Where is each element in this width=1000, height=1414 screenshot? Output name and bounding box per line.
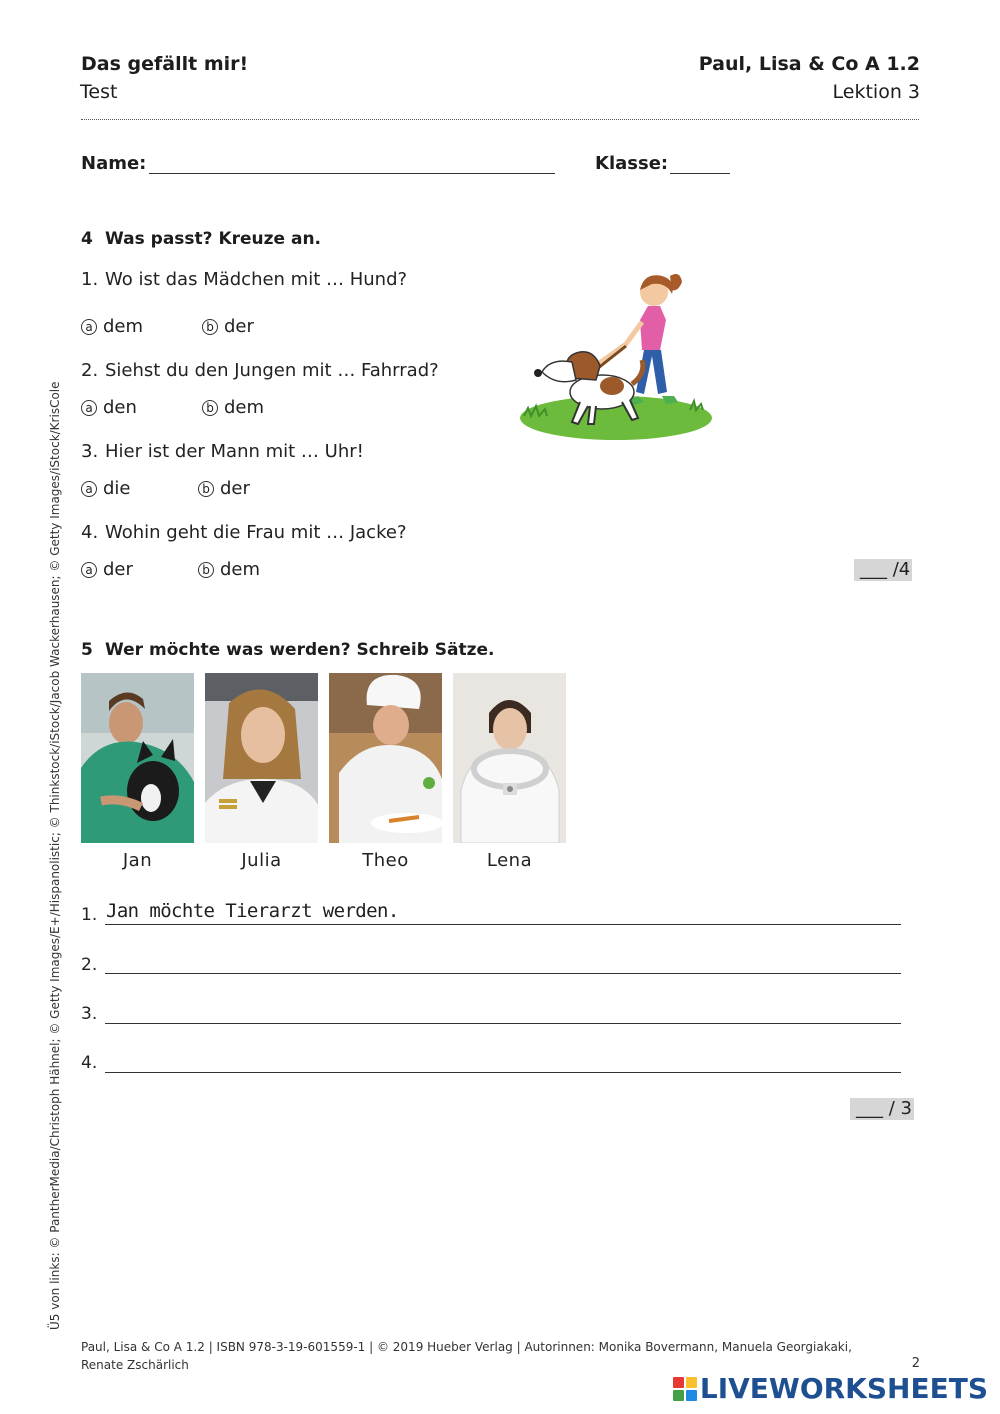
option-a-marker: a: [81, 562, 97, 578]
liveworksheets-logo[interactable]: [673, 1372, 988, 1405]
name-label: Name:: [81, 153, 147, 174]
footer-line-2: Renate Zschärlich: [81, 1358, 189, 1372]
task-5-score: ___ / 3: [850, 1098, 914, 1120]
worksheet-title: Das gefällt mir!: [81, 53, 249, 75]
task-4-score: ___ /4: [854, 559, 912, 581]
sentence-line-3[interactable]: [105, 1023, 901, 1024]
footer: [81, 1338, 901, 1374]
question-1: 1. Wo ist das Mädchen mit … Hund?: [81, 269, 408, 290]
option-b-marker: b: [202, 319, 218, 335]
option-b-marker: b: [198, 562, 214, 578]
liveworksheets-wordmark: LIVEWORKSHEETS: [699, 1372, 988, 1405]
option-a-marker: a: [81, 319, 97, 335]
header-divider: [81, 119, 919, 120]
sentence-line-1: [105, 924, 901, 925]
liveworksheets-grid-icon: [673, 1377, 697, 1401]
option-4b[interactable]: b dem: [198, 559, 260, 580]
option-b-marker: b: [198, 481, 214, 497]
lesson-label: Lektion 3: [832, 81, 920, 103]
person-name-lena: Lena: [486, 850, 533, 871]
girl-walking-dog-illustration: [520, 268, 718, 450]
option-a-marker: a: [81, 400, 97, 416]
person-name-theo: Theo: [362, 850, 409, 871]
task-number: 4: [81, 229, 93, 249]
photo-chef: [329, 673, 442, 843]
person-name-jan: Jan: [122, 850, 153, 871]
footer-line-1: Paul, Lisa & Co A 1.2 | ISBN 978-3-19-601559-1 | © 2019 Hueber Verlag | Autorinnen: Monika Bovermann, Manuela Georgiakaki,: [81, 1340, 852, 1354]
task-5-title: [81, 640, 495, 660]
sentence-line-2[interactable]: [105, 973, 901, 974]
page-number: 2: [911, 1356, 920, 1371]
option-b-marker: b: [202, 400, 218, 416]
option-1a[interactable]: a dem: [81, 316, 143, 337]
book-title: Paul, Lisa & Co A 1.2: [698, 53, 920, 75]
task-4-title: [81, 229, 321, 249]
option-1b[interactable]: b der: [202, 316, 254, 337]
option-a-marker: a: [81, 481, 97, 497]
worksheet-subtitle: Test: [80, 81, 118, 103]
option-4a[interactable]: a der: [81, 559, 133, 580]
task-number: 5: [81, 640, 93, 660]
question-4: 4. Wohin geht die Frau mit … Jacke?: [81, 522, 407, 543]
question-3: 3. Hier ist der Mann mit … Uhr!: [81, 441, 364, 462]
option-2b[interactable]: b dem: [202, 397, 264, 418]
name-field[interactable]: [149, 173, 555, 174]
option-2a[interactable]: a den: [81, 397, 137, 418]
photo-pilot: [205, 673, 318, 843]
question-2: 2. Siehst du den Jungen mit … Fahrrad?: [81, 360, 439, 381]
photo-vet-with-dog: [81, 673, 194, 843]
photo-astronaut: [453, 673, 566, 843]
class-label: Klasse:: [595, 153, 669, 174]
task-instruction: Was passt? Kreuze an.: [105, 229, 322, 249]
sentence-number: 1.: [81, 905, 98, 925]
sentence-line-4[interactable]: [105, 1072, 901, 1073]
person-name-julia: Julia: [241, 850, 282, 871]
sentence-number: 3.: [81, 1004, 98, 1024]
option-3b[interactable]: b der: [198, 478, 250, 499]
photo-credits: Ü5 von links: © PantherMedia/Christoph Hähnel; © Getty Images/E+/Hispanolistic; © Thinkstock/iStock/Jacob Wackerhausen; © Getty Images/iStock/KrisCole: [48, 381, 62, 1330]
sentence-number: 4.: [81, 1053, 98, 1073]
class-field[interactable]: [670, 173, 730, 174]
sentence-number: 2.: [81, 955, 98, 975]
option-3a[interactable]: a die: [81, 478, 131, 499]
task-instruction: Wer möchte was werden? Schreib Sätze.: [105, 640, 495, 660]
sentence-example-text: Jan möchte Tierarzt werden.: [106, 900, 399, 922]
